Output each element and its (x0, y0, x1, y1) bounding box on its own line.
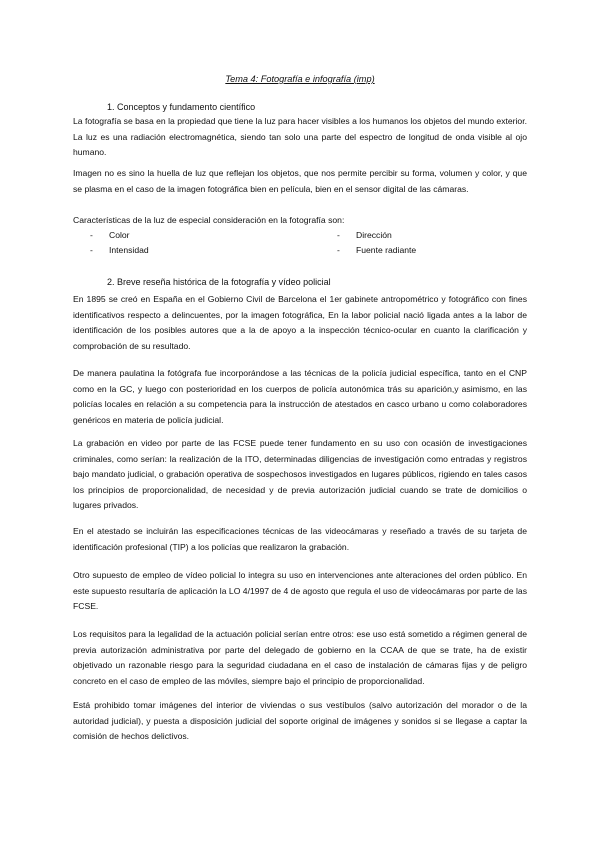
characteristics-intro: Características de la luz de especial consideración en la fotografía son: (73, 215, 345, 225)
paragraph-fotografia-luz: La fotografía se basa en la propiedad que tiene la luz para hacer visibles a los humanos los objetos del mundo exterior. La luz es una radiación electromagnética, siendo tan solo una parte del espectro de longitud de onda visible al ojo humano. (73, 116, 527, 158)
paragraph-grabacion-video: La grabación en video por parte de las FCSE puede tener fundamento en su uso con ocasión de investigaciones criminales, como serían: la realización de la ITO, determinadas diligencias de investigación como entradas y registros bajo mandato judicial, o grabación operativa de sospechosos investigados en lugares públicos, rigiendo en tales casos los principios de proporcionalidad, de necesidad y de previa autorización judicial cuando se trate de domicilios o lugares privados. (73, 438, 527, 511)
list-item-label: Dirección (356, 230, 392, 240)
paragraph-gabinete-1895: En 1895 se creó en España en el Gobierno Civil de Barcelona el 1er gabinete antropométrico y fotográfico con fines identificativos respecto a delincuentes, por la imagen fotográfica, En la labor policial nació ligada antes a la labor de identificación de los posibles autores que a la de apoyo a la inspección técnico-ocular en cuanto la clarificación y comprobación de su resultado. (73, 294, 527, 351)
paragraph-prohibicion-imagenes: Está prohibido tomar imágenes del interior de viviendas o sus vestíbulos (salvo autorización del morador o de la autoridad judicial), y puesta a disposición judicial del soporte original de imágenes y sonidos si se llegase a captar la comisión de hechos delictivos. (73, 700, 527, 742)
paragraph-imagen-huella: Imagen no es sino la huella de luz que reflejan los objetos, que nos permite percibir su forma, volumen y color, y que se plasma en el caso de la imagen fotográfica bien en película, bien en el sensor digital de las cámaras. (73, 168, 527, 194)
list-item-label: Color (109, 230, 130, 240)
paragraph-policia-judicial: De manera paulatina la fotógrafa fue incorporándose a las técnicas de la policía judicial específica, tanto en el CNP como en la GC, y luego con posterioridad en los cuerpos de policía autonómica trás su aparición,y asimismo, en las policías locales en relación a su competencia para la instrucción de atestados en casco urbano u como colaboradores genéricos en materia de policía judicial. (73, 368, 527, 425)
document-title: Tema 4: Fotografía e infografía (imp) (225, 74, 375, 84)
bullet-marker: - (337, 245, 340, 255)
list-item-label: Intensidad (109, 245, 149, 255)
bullet-marker: - (90, 230, 93, 240)
paragraph-atestado: En el atestado se incluirán las especificaciones técnicas de las videocámaras y reseñado a través de su tarjeta de identificación profesional (TIP) a los policías que realizaron la grabación. (73, 526, 527, 552)
paragraph-requisitos-legalidad: Los requisitos para la legalidad de la actuación policial serían entre otros: ese uso está sometido a régimen general de previa autorización administrativa por parte del delegado de gobierno en la CCAA de que se trate, ha de existir objetivado un razonable riesgo para la seguridad ciudadana en el caso de instalación de cámaras fijas y de peligro concreto en el caso de empleo de las móviles, siempre bajo el principio de proporcionalidad. (73, 629, 527, 686)
bullet-marker: - (90, 245, 93, 255)
section-heading-resena-historica: 2. Breve reseña histórica de la fotografía y vídeo policial (107, 277, 331, 287)
section-heading-conceptos: 1. Conceptos y fundamento científico (107, 102, 256, 112)
bullet-marker: - (337, 230, 340, 240)
list-item-label: Fuente radiante (356, 245, 417, 255)
paragraph-orden-publico: Otro supuesto de empleo de vídeo policial lo integra su uso en intervenciones ante alteraciones del orden público. En este supuesto resultaría de aplicación la LO 4/1997 de 4 de agosto que regula el uso de videocámaras por parte de las FCSE. (73, 570, 527, 612)
